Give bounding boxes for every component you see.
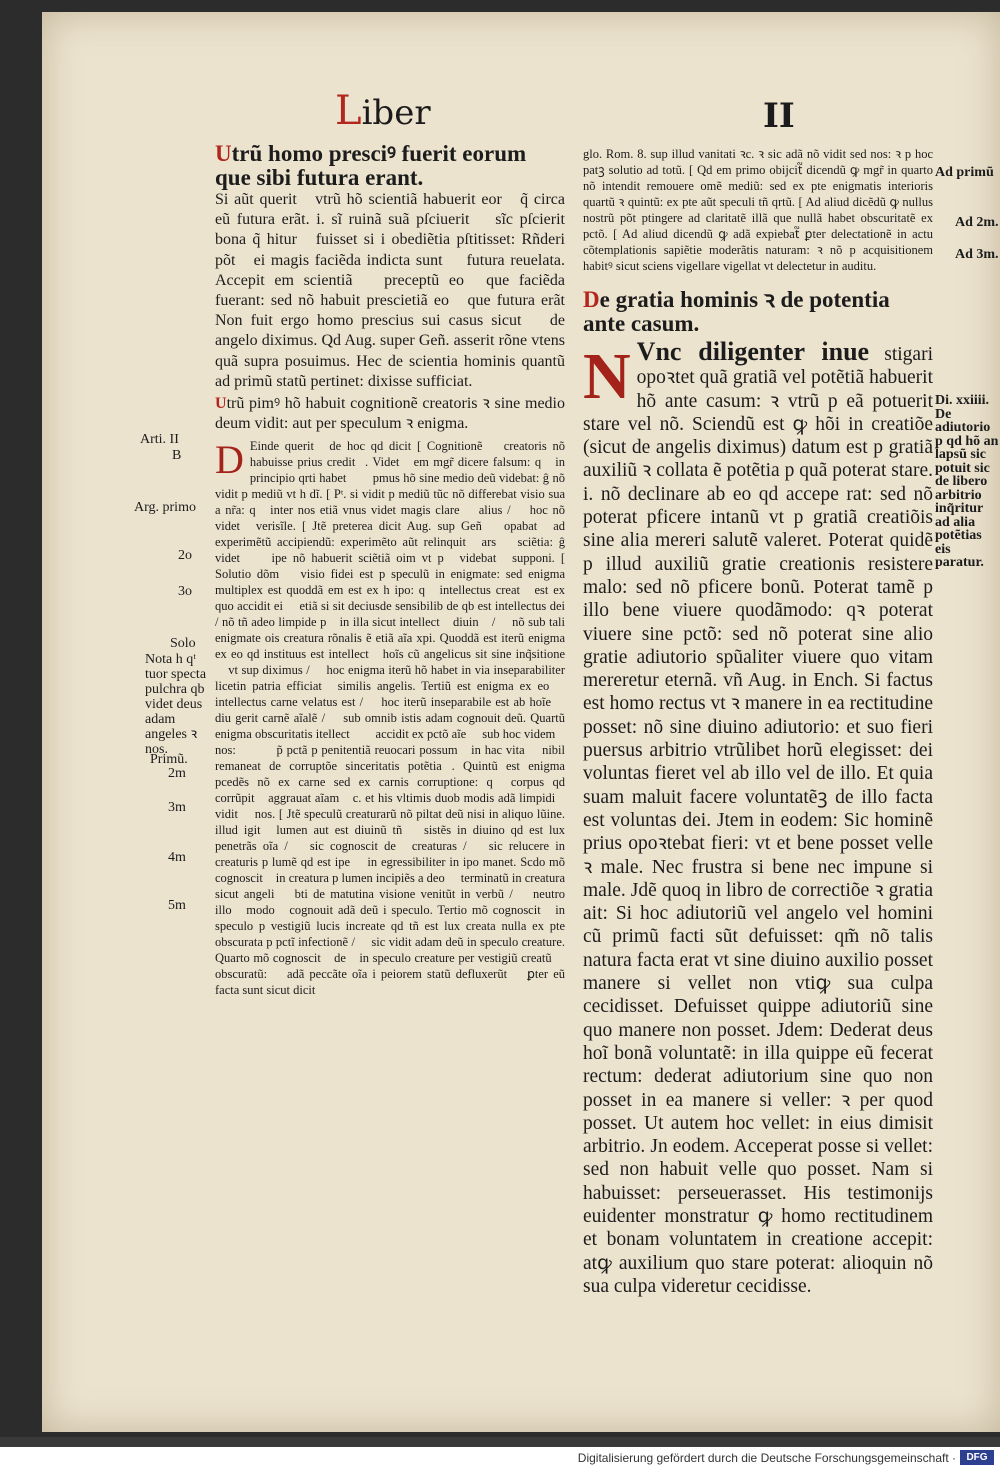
question-1-title (215, 142, 565, 190)
question-2-title-text: trũ pimꝰ hõ habuit cognitionẽ creatoris ꝛ sine medio deum vidit: aut per speculum ꝛ enigma. (215, 395, 565, 433)
margin-distinctio-note: Di. xxiiii. De adiutorio p qd hõ an lapsũ sic potuit sic de libero arbitrio inq̃ritur ad alia potẽtias eis paratur. (935, 393, 999, 570)
margin-arg-primo: Arg. primo (134, 500, 196, 515)
footer-bar (0, 1447, 1000, 1469)
question-2-body-text: Einde querit᷑ de hoc qd dicit [ Cognitionẽ ꝫ creatoris nõ habuisse prius credit᷑. Videt᷑ em mgr̃ dicere falsum: qꝛ in principio qrti habet᷑ ꝙ pmus hõ sine medio deũ videbat: ĝ nõ vidit p mediũ vt h dĩ. [ Pᵗ. si vidit p mediũ tũc nõ differebat visio sua a nr̃a: qꝛ inter nos etiã vnus videt magis clare ꝙ alius / ꝛ hoc nõ videt᷑ verisĩle. [ Jtẽ preterea dicit Aug. sup Geñ ꝙ opabat᷑ ad experimẽtũ accipiendũ: experimẽto aũt relinquit᷑ ars ꝛ sciẽtia: ĝ videt᷑ ꝙ ipe nõ habuerit sciẽtiã oim vt pꝰ videbat᷑ supponi. [ Solutio dõm ꝙ visio fidei est p speculũ in enigmate: sed enigma multiplex est quoddã em est ex h ipo: qꝛ intellectus creat᷑ est ex quo accidit ei ꝙ etiã si sit deciusde sensibilib de qb est intellectus dei / nõ tñ adeo limpide pꝫ in illa sicut intellectꝰ diuinꝰ / ꝛ nõ sub tali enigmate ois creatura rõnalis ẽ etiã aĩa xpi. Quoddã est iterũ enigma ex eo qd instituus est intellectꝰ hoĩs cũ angelicus sit sine inq̃sitione ꝛ vt sup diximus / ꝛ hoc enigma iterũ hõ habet in via inseparabiliter licetin patria efficiat᷑ similis angelis. Tertiũ est enigma ex eo ꝙ intellectus carne velatus est / ꝛ hoc iterũ inseparabile est ab hoĩe ꝙ diu gerit carnẽ aĩalẽ / ꝛ sub omnib istis adam cognouit deũ. Quartũ enigma obscuritatis itellectꝰ ꝙ accidit ex pctõ aĩe ꝛ sub hoc videmꝰ nos: ꝙ ꝙꝛ p̃ pctã p penitentiã reuocari possumꝰ in hac vita ꝙ nibil remaneat de corruptõe sinceritatis potẽtiaꝝ. Quintũ est enigma pcedẽs nõ ex carne sed ex carnis corruptione: qꝛ corpus qd corrũpit᷑ aggrauat aĩam ꝛc. et his vltimis duob modis adã limpidiꝰ vidit ꝙ nos. [ Jtẽ speculũ creaturarũ nõ piltat deũ nisi in aliquo lũine. illud igit᷑ lumen aut est diuinũ tñ ꝛ sistẽs in diuino qd est lux penetrãs oĩa / ꝛ sic cognoscit deꝰ creaturas / ꝛ sic relucere in creaturis p lumẽ qd est ipe ꝛ in egressibiliter in ipo manet. Scdo mõ cognoscit᷑ in creatura p lumen incipiẽs a deo ꝛ terminatũ in creatura sicut angeli ꝛ bti de matutina visione venitũt in verbũ / ꝛ neutro illoꝝ modoꝝ cognouit adã deũ i speculo. Tertio mõ cognoscit᷑ in speculo p vestigiũ lucis increate qd tñ est lux creata nulla ex pte obscurata p pctĩ infectionẽ / ꝛ sic vidit adam deũ in speculo creature. Quarto mõ cognoscit᷑ deꝰ in speculo creature per vestigiũ creatũ ꝛ obscuratũ: ꝙ adã peccãte oĩa i peiorem statũ defluxerũt ꝙ ꝑter eũ facta sunt sicut dicit (215, 439, 565, 998)
margin-3o: 3o (178, 584, 192, 599)
margin-2o: 2o (178, 548, 192, 563)
gratia-body (583, 337, 933, 1298)
funding-credit: Digitalisierung gefördert durch die Deutsche Forschungsgemeinschaft · (577, 1451, 956, 1465)
liber-word: iber (361, 93, 431, 133)
margin-3m: 3m (168, 800, 186, 815)
dfg-logo: DFG (960, 1450, 994, 1465)
pilcrow-initial: D (583, 287, 600, 312)
margin-ad-primum: Ad primũ (935, 165, 994, 180)
question-2-body (215, 438, 565, 998)
margin-arti-b: B (172, 448, 182, 463)
right-column (583, 146, 933, 1298)
margin-ad-2m: Ad 2m. (955, 215, 999, 230)
margin-primum: Primũ. (150, 752, 188, 767)
pilcrow-initial: U (215, 395, 227, 413)
margin-5m: 5m (168, 898, 186, 913)
left-column (215, 142, 565, 998)
running-head-book-number: II (763, 96, 795, 136)
margin-ad-3m: Ad 3m. (955, 247, 999, 262)
liber-initial: L (335, 88, 362, 134)
drop-initial-n: N (583, 340, 631, 413)
pilcrow-initial: U (215, 141, 232, 166)
section-title-gratia-text: e gratia hominis ꝛ de potentia ante casum. (583, 287, 890, 336)
drop-initial: D (215, 437, 244, 483)
gratia-first-line: Vnc diligenter inue (636, 337, 870, 366)
responses-paragraph: glo. Rom. 8. sup illud vanitati ꝛc. ꝛ sic adã nõ vidit sed nos: ꝛ p hoc patꝫ solutio ad totũ. [ Qd em primo obijcit᷑ dicendũ ꝙ mgr̃ in quarto nõ intendit remouere omẽ mediũ: sed ex pte enigmatis interioris quartũ ꝛ quintũ: ex pte aũt speculi tñ qrtũ. [ Ad aliud dicẽdũ ꝙ nullus nostrũ põt ptingere ad claritatẽ illã que nullã habet obscuritatẽ ex pctõ. [ Ad aliud dicendũ ꝙ adã expiebat᷑ ꝑter delectationẽ in actu cõtemplationis sapiẽtie moderãtis naturam: ꝛ nõ p acquisitionem habitꝰ sicut sciens vigellare vigellat vt delectetur in auditu. (583, 147, 933, 273)
gratia-body-text: stigari opoꝛtet quã gratiã vel potẽtiã habuerit hõ ante casum: ꝛ vtrũ p eã potuerit stare vel nõ. Sciendũ est ꝙ hõi in creatiõe (sicut de angelis diximus) datum est p gratiã auxiliũ ꝛ collata ẽ potẽtia p quã poterat stare. i. nõ declinare ab eo qd accepe rat: sed nõ poterat pficere intanũ vt p gratiã creatiõis sine alia mereri salutẽ valeret. Poterat quidẽ p illud auxiliũ gratie creationis resistere malo: sed nõ pficere bonũ. Poterat tamẽ p illo bene viuere quodãmodo: qꝛ poterat viuere sine pctõ: sed nõ poterat sine alio gratie adiutorio spũaliter viuere quo vitam mereretur eternã. vñ Aug. in Ench. Si factus est homo rectus vt ꝛ manere in ea rectitudine posset: nõ sine diuino adiutorio: et suo fieri puersus arbitrio vtrũlibet horũ elegisset: dei voluntas fieret vel ab illo vel de illo. Et quia suam maluit facere voluntatẽꝫ de illo facta est voluntas dei. Jtem in eodem: Sic hominẽ prius opoꝛtebat fieri: vt et bene posset velle ꝛ male. Nec frustra si bene nec impune si male. Jdẽ quoq in libro de correctiõe ꝛ gratia ait: Si hoc adiutoriũ vel angelo vel homini cũ primũ facti sũt defuisset: qm̃ nõ talis natura facta erat vt sine diuino auxilio posset manere si vellet non vtiꝙ sua culpa cecidisset. Defuisset quippe adiutoriũ sine quo manere non posset. Jdem: Dederat deus hoĩ bonã voluntatẽ: in illa quippe eũ fecerat rectum: dederat adiutorium sine quo non posset in ea manere si veller: ꝛ per quod posset. Ut autem hoc vellet: in eius dimisit arbitrio. Jn eodem. Acceperat posse si vellet: sed non habuit velle quo posset. Nam si habuisset: perseuerasset. His testimonijs euidenter monstratur ꝙ homo rectitudinem et bonam voluntatem in creatione accepit: atꝙ auxilium quo stare poterat: alioquin nõ sua culpa videretur cecidisse. (583, 344, 933, 1297)
question-1-title-text: trũ homo presciꝰ fuerit eorum que sibi futura erant. (215, 141, 527, 190)
question-1-body: Si aũt querit᷑ vtrũ hõ scientiã habuerit eorꝫ q̃ circa eũ futura erãt. i. sĩ ruinã suã pſciuerit ꝫ sĩc pſcierit bona q̃ hiturꝰ fuisset si i obediẽtia pſtitisset: Rñderi põtꝫ ei magis faciẽda indicta sunt ꝙ futura reuelata. Accepit em scientiã ꝛ preceptũ eoꝝ que faciẽda fuerant: sed nõ habuit prescietiã eoꝝ que futura erãt Non fuit ergo homo prescius sui casus sicut ꝛ de angelo diximus. Qd Aug. super Geñ. asserit rõne vtens quã supra posuimus. Hec de scientia hominis quantũ ad primũ statũ pertinet: dixisse sufficiat. (215, 191, 565, 390)
running-head-liber (335, 88, 431, 134)
margin-arti: Arti. II (140, 432, 179, 447)
question-2-title (215, 394, 565, 434)
section-title-gratia (583, 288, 933, 336)
margin-solo: Solo (170, 636, 196, 651)
margin-2m: 2m (168, 766, 186, 781)
margin-4m: 4m (168, 850, 186, 865)
margin-nota: Nota h qᵗ tuor specta pulchra qb videt deus adam angeles ꝛ nos. (145, 652, 207, 757)
